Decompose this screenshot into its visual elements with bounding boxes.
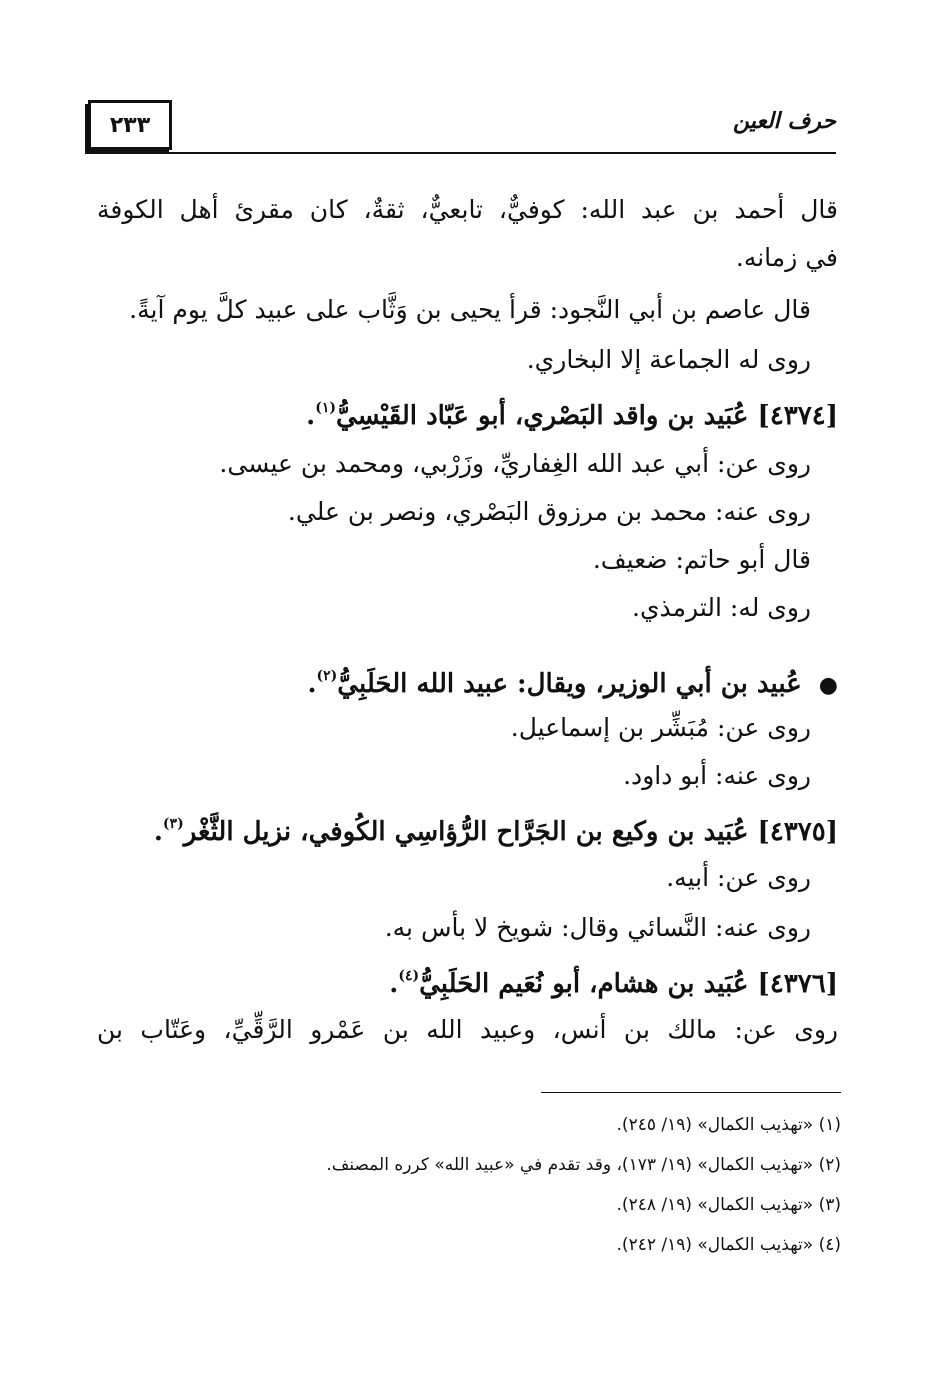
footnote: (٣) «تهذيب الكمال» (١٩/ ٢٤٨). — [616, 1195, 841, 1215]
footnote-ref: (٢) — [316, 668, 338, 684]
entry-end: . — [389, 969, 399, 999]
entry-heading-4376 — [389, 956, 838, 1004]
entry-heading-4374 — [306, 388, 838, 436]
footnote-ref: (١) — [315, 400, 337, 416]
page-number: ٢٣٣ — [88, 100, 172, 150]
entry-end: . — [307, 669, 317, 699]
bullet-entry-heading — [307, 656, 838, 705]
text-line: روى عنه: أبو داود. — [623, 761, 811, 790]
bullet-mark: ● — [818, 672, 838, 698]
footnote-ref: (٤) — [398, 968, 420, 984]
text-line: روى عنه: النَّسائي وقال: شويخ لا بأس به. — [384, 913, 811, 942]
text-line: روى له الجماعة إلا البخاري. — [526, 345, 811, 374]
text-line: روى عن: أبي عبد الله الغِفاريِّ، وزَرْبي، ومحمد بن عيسى. — [219, 449, 811, 478]
text-line: قال أحمد بن عبد الله: كوفيٌّ، تابعيٌّ، ثقةٌ، كان مقرئ أهل الكوفة — [97, 195, 838, 224]
page-header — [88, 96, 836, 158]
footnote: (١) «تهذيب الكمال» (١٩/ ٢٤٥). — [616, 1115, 841, 1135]
running-title: حرف العين — [732, 108, 836, 134]
text-line: روى عن: أبيه. — [666, 863, 811, 892]
entry-heading-4375 — [154, 804, 838, 852]
entry-number: [٤٣٧٤] — [757, 401, 838, 431]
entry-title: عُبيد بن أبي الوزير، ويقال: عبيد الله الحَلَبِيُّ — [337, 669, 802, 699]
text-line: في زمانه. — [735, 243, 838, 272]
entry-title: عُبَيد بن هشام، أبو نُعَيم الحَلَبِيُّ — [419, 969, 749, 999]
footnote-ref: (٣) — [162, 816, 184, 832]
footnote-rule — [541, 1092, 841, 1093]
entry-number: [٤٣٧٥] — [757, 817, 838, 847]
entry-end: . — [153, 817, 163, 847]
entry-title: عُبَيد بن واقد البَصْري، أبو عَبّاد القَيْسِيُّ — [336, 401, 749, 431]
entry-end: . — [306, 401, 316, 431]
entry-number: [٤٣٧٦] — [757, 969, 838, 999]
footnote: (٢) «تهذيب الكمال» (١٩/ ١٧٣)، وقد تقدم في «عبيد الله» كرره المصنف. — [326, 1155, 841, 1175]
text-line: روى عن: مُبَشِّر بن إسماعيل. — [510, 713, 811, 742]
text-line: روى عن: مالك بن أنس، وعبيد الله بن عَمْرو الرَّقِّيِّ، وعَتّاب بن — [97, 1015, 838, 1044]
footnote: (٤) «تهذيب الكمال» (١٩/ ٢٤٢). — [616, 1235, 841, 1255]
text-line: روى له: الترمذي. — [632, 593, 811, 622]
text-line: روى عنه: محمد بن مرزوق البَصْري، ونصر بن علي. — [287, 497, 811, 526]
entry-title: عُبَيد بن وكيع بن الجَرَّاح الرُّؤاسِي الكُوفي، نزيل الثَّغْر — [183, 817, 749, 847]
header-rule — [88, 152, 836, 154]
text-line: قال عاصم بن أبي النَّجود: قرأ يحيى بن وَثَّاب على عبيد كلَّ يوم آيةً. — [129, 295, 811, 324]
text-line: قال أبو حاتم: ضعيف. — [592, 545, 811, 574]
